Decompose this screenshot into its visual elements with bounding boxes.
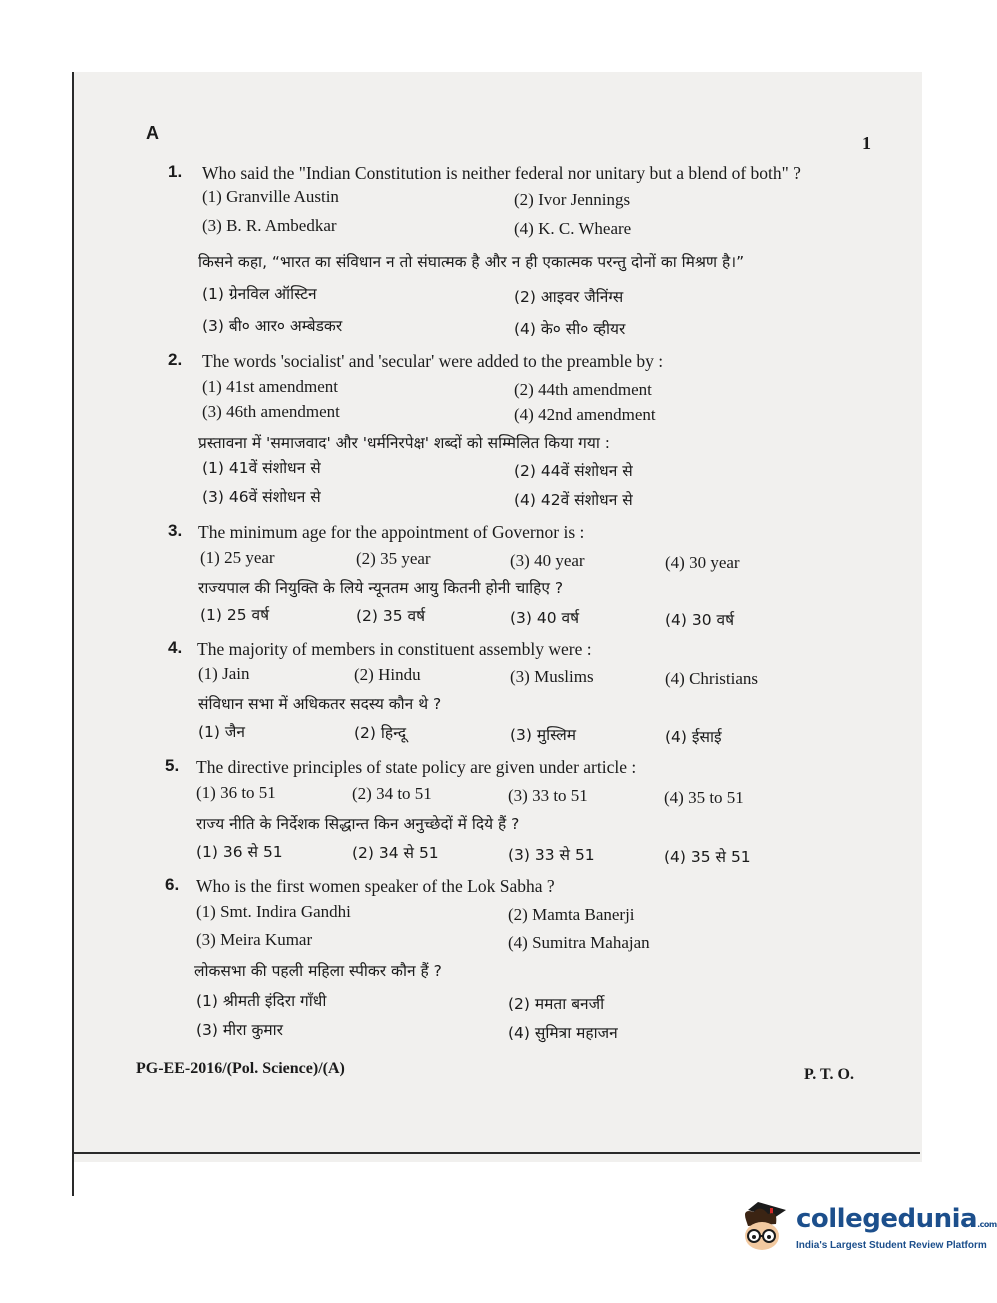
option-3: (3) B. R. Ambedkar (202, 216, 337, 235)
question-number: 6. (165, 875, 180, 894)
option-1: (1) Jain (198, 664, 250, 683)
option-3-hindi: (3) 40 वर्ष (510, 609, 580, 627)
option-1: (1) 36 to 51 (196, 783, 276, 802)
option-1: (1) 41st amendment (202, 377, 338, 396)
option-1-hindi: (1) 41वें संशोधन से (202, 459, 321, 477)
option-3-hindi: (3) मुस्लिम (510, 726, 576, 744)
question-text: The directive principles of state policy are given under article : (196, 757, 637, 777)
option-3-hindi: (3) बी० आर० अम्बेडकर (202, 317, 343, 335)
option-3: (3) 46th amendment (202, 402, 340, 421)
question-text-hindi: संविधान सभा में अधिकतर सदस्य कौन थे ? (198, 695, 442, 713)
option-2-hindi: (2) 44वें संशोधन से (514, 462, 633, 480)
option-3: (3) Muslims (510, 667, 594, 686)
graduate-mascot-icon (736, 1198, 794, 1258)
option-4: (4) Christians (665, 669, 759, 688)
question-text: Who said the "Indian Constitution is neither federal nor unitary but a blend of both" ? (202, 163, 801, 183)
option-2-hindi: (2) 34 से 51 (352, 844, 439, 862)
option-1-hindi: (1) 36 से 51 (196, 843, 283, 861)
option-3-hindi: (3) मीरा कुमार (196, 1021, 283, 1039)
option-4: (4) 35 to 51 (664, 788, 744, 807)
question-text-hindi: लोकसभा की पहली महिला स्पीकर कौन हैं ? (194, 962, 442, 980)
brand-logo[interactable] (736, 1198, 997, 1262)
option-2-hindi: (2) ममता बनर्जी (508, 995, 605, 1013)
page-left-border (72, 1154, 74, 1196)
question-number: 2. (168, 350, 183, 369)
option-1: (1) Granville Austin (202, 187, 339, 206)
option-1-hindi: (1) श्रीमती इंदिरा गाँधी (196, 992, 327, 1010)
option-2: (2) Hindu (354, 665, 421, 684)
option-4-hindi: (4) के० सी० व्हीयर (514, 320, 626, 338)
option-4-hindi: (4) 30 वर्ष (665, 611, 735, 629)
option-2-hindi: (2) आइवर जैनिंग्स (514, 288, 624, 306)
brand-suffix: .com (977, 1220, 997, 1229)
pto-label: P. T. O. (804, 1066, 854, 1083)
option-4: (4) K. C. Wheare (514, 219, 632, 238)
page-number: 1 (862, 133, 871, 153)
option-3-hindi: (3) 46वें संशोधन से (202, 488, 321, 506)
option-1-hindi: (1) जैन (198, 723, 245, 741)
option-4: (4) 42nd amendment (514, 405, 656, 424)
option-2: (2) Mamta Banerji (508, 905, 635, 924)
question-text-hindi: राज्यपाल की नियुक्ति के लिये न्यूनतम आयु कितनी होनी चाहिए ? (198, 579, 564, 597)
question-number: 4. (168, 638, 183, 657)
option-2-hindi: (2) हिन्दू (354, 724, 407, 742)
brand-tagline: India's Largest Student Review Platform (796, 1240, 987, 1251)
question-text-hindi: प्रस्तावना में 'समाजवाद' और 'धर्मनिरपेक्ष' शब्दों को सम्मिलित किया गया : (198, 434, 611, 452)
option-3: (3) 40 year (510, 551, 585, 570)
option-4-hindi: (4) सुमित्रा महाजन (508, 1024, 618, 1042)
question-text: The minimum age for the appointment of Governor is : (198, 522, 585, 542)
brand-name: collegedunia.com (796, 1204, 997, 1234)
option-1: (1) Smt. Indira Gandhi (196, 902, 351, 921)
option-2: (2) Ivor Jennings (514, 190, 631, 209)
option-4: (4) Sumitra Mahajan (508, 933, 650, 952)
option-1-hindi: (1) ग्रेनविल ऑस्टिन (202, 285, 317, 303)
option-3: (3) 33 to 51 (508, 786, 588, 805)
option-4: (4) 30 year (665, 553, 740, 572)
question-text-hindi: किसने कहा, “भारत का संविधान न तो संघात्मक है और न ही एकात्मक परन्तु दोनों का मिश्रण है।” (198, 253, 745, 271)
question-number: 1. (168, 162, 183, 181)
option-2: (2) 34 to 51 (352, 784, 432, 803)
option-2-hindi: (2) 35 वर्ष (356, 607, 426, 625)
page-bottom-border (72, 1152, 920, 1154)
option-4-hindi: (4) 35 से 51 (664, 848, 751, 866)
option-2: (2) 35 year (356, 549, 431, 568)
option-1: (1) 25 year (200, 548, 275, 567)
question-number: 5. (165, 756, 180, 775)
question-text: The majority of members in constituent assembly were : (197, 639, 592, 659)
question-text: Who is the first women speaker of the Lok Sabha ? (196, 876, 555, 896)
question-number: 3. (168, 521, 183, 540)
option-3: (3) Meira Kumar (196, 930, 313, 949)
option-2: (2) 44th amendment (514, 380, 652, 399)
paper-code: PG-EE-2016/(Pol. Science)/(A) (136, 1060, 345, 1077)
question-text: The words 'socialist' and 'secular' were added to the preamble by : (202, 351, 664, 371)
option-4-hindi: (4) 42वें संशोधन से (514, 491, 633, 509)
option-4-hindi: (4) ईसाई (665, 728, 722, 746)
set-letter: A (146, 123, 159, 143)
option-3-hindi: (3) 33 से 51 (508, 846, 595, 864)
option-1-hindi: (1) 25 वर्ष (200, 606, 270, 624)
question-text-hindi: राज्य नीति के निर्देशक सिद्धान्त किन अनुच्छेदों में दिये हैं ? (196, 815, 520, 833)
